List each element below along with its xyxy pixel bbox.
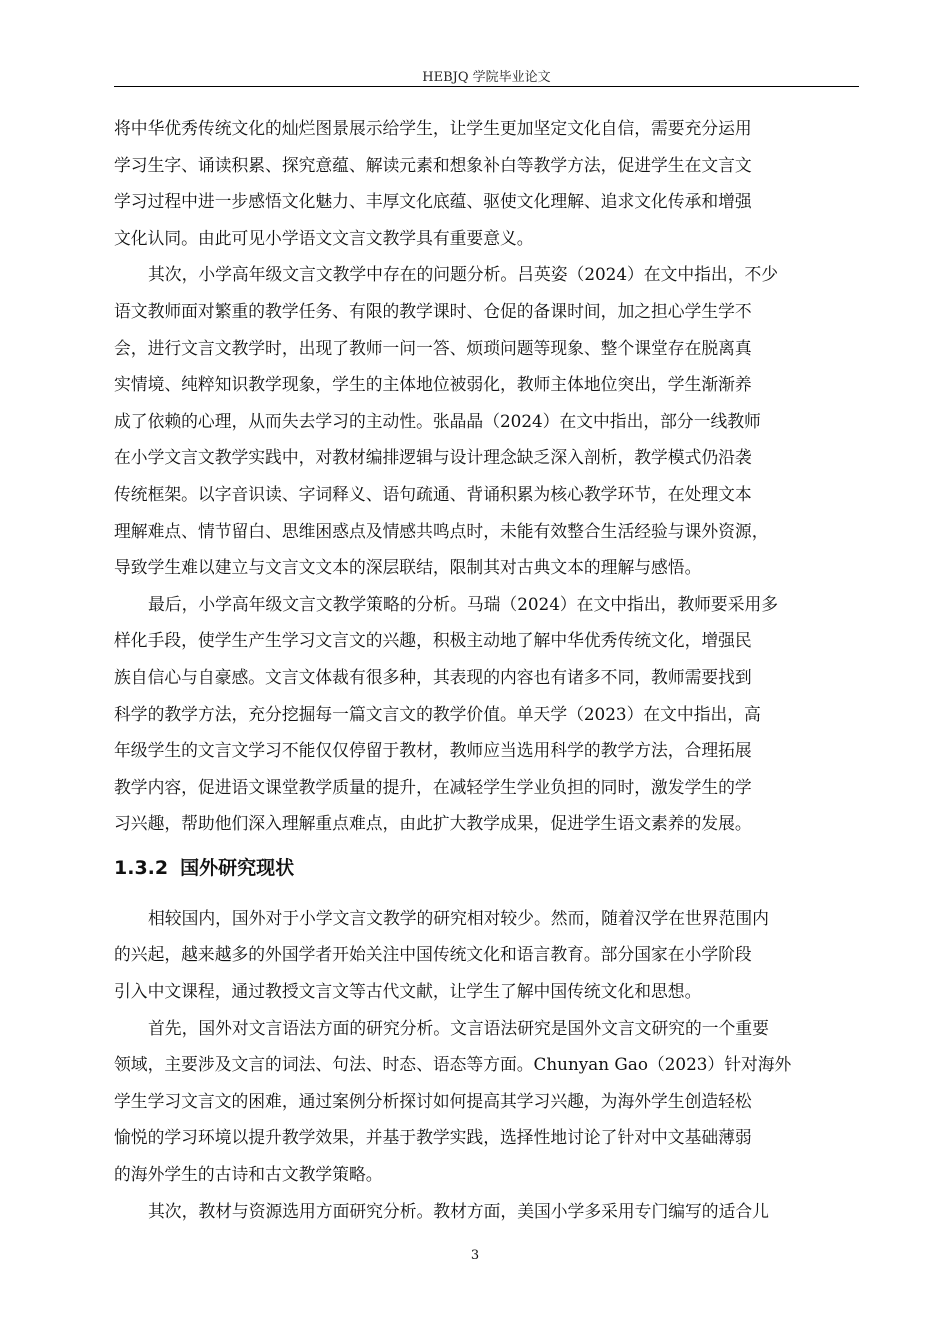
page-number: 3 [470, 1248, 480, 1263]
paragraph-4 [114, 900, 866, 1010]
text-line: 其次，小学高年级文言文教学中存在的问题分析。吕英姿（2024）在文中指出，不少 [148, 264, 779, 285]
section-heading [114, 848, 866, 888]
text-line: 族自信心与自豪感。文言文体裁有很多种，其表现的内容也有诸多不同，教师需要找到 [114, 666, 752, 687]
text-line: 传统框架。以字音识读、字词释义、语句疏通、背诵积累为核心教学环节，在处理文本 [114, 483, 752, 504]
text-line: 习兴趣，帮助他们深入理解重点难点，由此扩大教学成果，促进学生语文素养的发展。 [114, 813, 752, 834]
paragraph-1 [114, 110, 866, 256]
text-line: 实情境、纯粹知识教学现象，学生的主体地位被弱化，教师主体地位突出，学生渐渐养 [114, 374, 752, 395]
text-line: 文化认同。由此可见小学语文文言文教学具有重要意义。 [114, 227, 534, 248]
paragraph-5 [114, 1010, 866, 1193]
text-line: 的兴起，越来越多的外国学者开始关注中国传统文化和语言教育。部分国家在小学阶段 [114, 944, 752, 965]
header-rule [114, 86, 859, 87]
text-line: 教学内容，促进语文课堂教学质量的提升，在减轻学生学业负担的同时，激发学生的学 [114, 776, 752, 797]
paragraph-3 [114, 586, 866, 842]
text-line: 领域，主要涉及文言的词法、句法、时态、语态等方面。Chunyan Gao（2023）针对海外 [114, 1054, 792, 1075]
text-line: 会，进行文言文教学时，出现了教师一问一答、烦琐问题等现象、整个课堂存在脱离真 [114, 337, 752, 358]
text-line: 的海外学生的古诗和古文教学策略。 [114, 1164, 383, 1185]
body-text [114, 110, 866, 1229]
text-line: 样化手段，使学生产生学习文言文的兴趣，积极主动地了解中华优秀传统文化，增强民 [114, 630, 752, 651]
text-line: 相较国内，国外对于小学文言文教学的研究相对较少。然而，随着汉学在世界范围内 [148, 907, 769, 928]
text-line: 理解难点、情节留白、思维困惑点及情感共鸣点时，未能有效整合生活经验与课外资源， [114, 520, 769, 541]
text-line: 在小学文言文教学实践中，对教材编排逻辑与设计理念缺乏深入剖析，教学模式仍沿袭 [114, 447, 752, 468]
paragraph-2 [114, 256, 866, 585]
text-line: 学习生字、诵读积累、探究意蕴、解读元素和想象补白等教学方法，促进学生在文言文 [114, 154, 752, 175]
text-line: 成了依赖的心理，从而失去学习的主动性。张晶晶（2024）在文中指出，部分一线教师 [114, 410, 761, 431]
text-line: 首先，国外对文言语法方面的研究分析。文言语法研究是国外文言文研究的一个重要 [148, 1017, 769, 1038]
text-line: 最后，小学高年级文言文教学策略的分析。马瑞（2024）在文中指出，教师要采用多 [148, 593, 779, 614]
section-number: 1.3.2 [114, 856, 169, 879]
text-line: 学习过程中进一步感悟文化魅力、丰厚文化底蕴、驱使文化理解、追求文化传承和增强 [114, 191, 752, 212]
text-line: 学生学习文言文的困难，通过案例分析探讨如何提高其学习兴趣，为海外学生创造轻松 [114, 1090, 752, 1111]
text-line: 愉悦的学习环境以提升教学效果，并基于教学实践，选择性地讨论了针对中文基础薄弱 [114, 1127, 752, 1148]
text-line: 语文教师面对繁重的教学任务、有限的教学课时、仓促的备课时间，加之担心学生学不 [114, 300, 752, 321]
text-line: 其次，教材与资源选用方面研究分析。教材方面，美国小学多采用专门编写的适合儿 [148, 1200, 769, 1221]
paragraph-6 [114, 1193, 866, 1230]
text-line: 导致学生难以建立与文言文文本的深层联结，限制其对古典文本的理解与感悟。 [114, 557, 702, 578]
section-title: 国外研究现状 [180, 856, 295, 879]
text-line: 将中华优秀传统文化的灿烂图景展示给学生，让学生更加坚定文化自信，需要充分运用 [114, 118, 752, 138]
text-line: 科学的教学方法，充分挖掘每一篇文言文的教学价值。单天学（2023）在文中指出，高 [114, 703, 761, 724]
running-header: HEBJQ 学院毕业论文 [422, 70, 551, 85]
text-line: 引入中文课程，通过教授文言文等古代文献，让学生了解中国传统文化和思想。 [114, 981, 702, 1002]
text-line: 年级学生的文言文学习不能仅仅停留于教材，教师应当选用科学的教学方法，合理拓展 [114, 740, 752, 761]
